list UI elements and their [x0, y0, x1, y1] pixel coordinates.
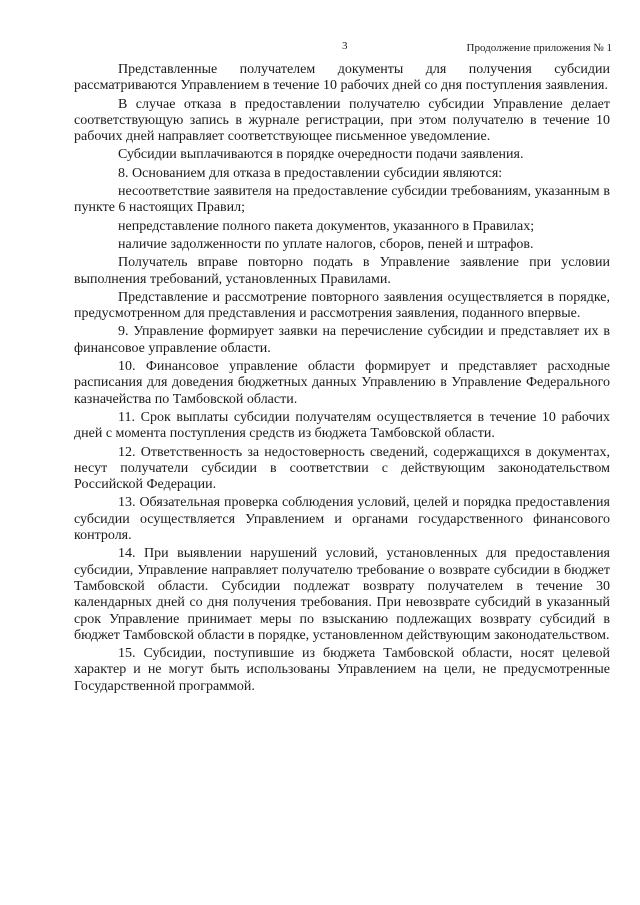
page-number: 3 — [342, 40, 348, 52]
paragraph-review-term: Представленные получателем документы для получения субсидии рассматриваются Управлением в течение 10 рабочих дней со дня поступления заявления. — [74, 62, 610, 94]
paragraph-item-8: 8. Основанием для отказа в предоставлении субсидии являются: — [118, 165, 503, 181]
paragraph-item-10: 10. Финансовое управление области формирует и представляет расходные расписания для доведения бюджетных данных Управлению в Управление Федерального казначейства по Тамбовской области. — [74, 359, 610, 407]
paragraph-item-15: 15. Субсидии, поступившие из бюджета Тамбовской области, носят целевой характер и не могут быть использованы Управлением на цели, не предусмотренные Государственной программой. — [74, 646, 610, 694]
paragraph-item-9: 9. Управление формирует заявки на перечисление субсидии и представляет их в финансовое управление области. — [74, 324, 610, 356]
page-header — [0, 40, 640, 60]
paragraph-resubmission: Получатель вправе повторно подать в Управление заявление при условии выполнения требований, установленных Правилами. — [74, 255, 610, 287]
paragraph-resubmission-review: Представление и рассмотрение повторного заявления осуществляется в порядке, предусмотренном для представления и рассмотрения заявления, поданного впервые. — [74, 289, 610, 322]
paragraph-payment-order: Субсидии выплачиваются в порядке очередности подачи заявления. — [118, 147, 524, 163]
paragraph-refusal-reason-3: наличие задолженности по уплате налогов, сборов, пеней и штрафов. — [118, 236, 534, 252]
paragraph-item-11: 11. Срок выплаты субсидии получателям осуществляется в течение 10 рабочих дней с момента поступления средств из бюджета Тамбовской области. — [74, 409, 610, 442]
continuation-label: Продолжение приложения № 1 — [466, 42, 612, 54]
document-body — [74, 62, 610, 697]
paragraph-item-13: 13. Обязательная проверка соблюдения условий, целей и порядка предоставления субсидии осуществляется Управлением и органами государственного финансового контроля. — [74, 495, 610, 544]
paragraph-item-12: 12. Ответственность за недостоверность сведений, содержащихся в документах, несут получатели субсидии в соответствии с действующим законодательством Российской Федерации. — [74, 444, 610, 493]
paragraph-refusal-notice: В случае отказа в предоставлении получателю субсидии Управление делает соответствующую запись в журнале регистрации, при этом получателю в течение 10 рабочих дней направляет соответствующее письменное уведомление. — [74, 96, 610, 145]
paragraph-refusal-reason-1: несоответствие заявителя на предоставление субсидии требованиям, указанным в пункте 6 настоящих Правил; — [74, 184, 610, 216]
paragraph-item-14: 14. При выявлении нарушений условий, установленных для предоставления субсидии, Управление направляет получателю требование о возврате субсидии в бюджет Тамбовской области. Субсидии подлежат возврату получателем в течение 30 календарных дней со дня получения требования. При невозврате субсидий в указанный срок Управление принимает меры по взысканию подлежащих возврату субсидий в бюджет Тамбовской области в порядке, установленном действующим законодательством. — [74, 546, 610, 643]
paragraph-refusal-reason-2: непредставление полного пакета документов, указанного в Правилах; — [118, 218, 535, 234]
